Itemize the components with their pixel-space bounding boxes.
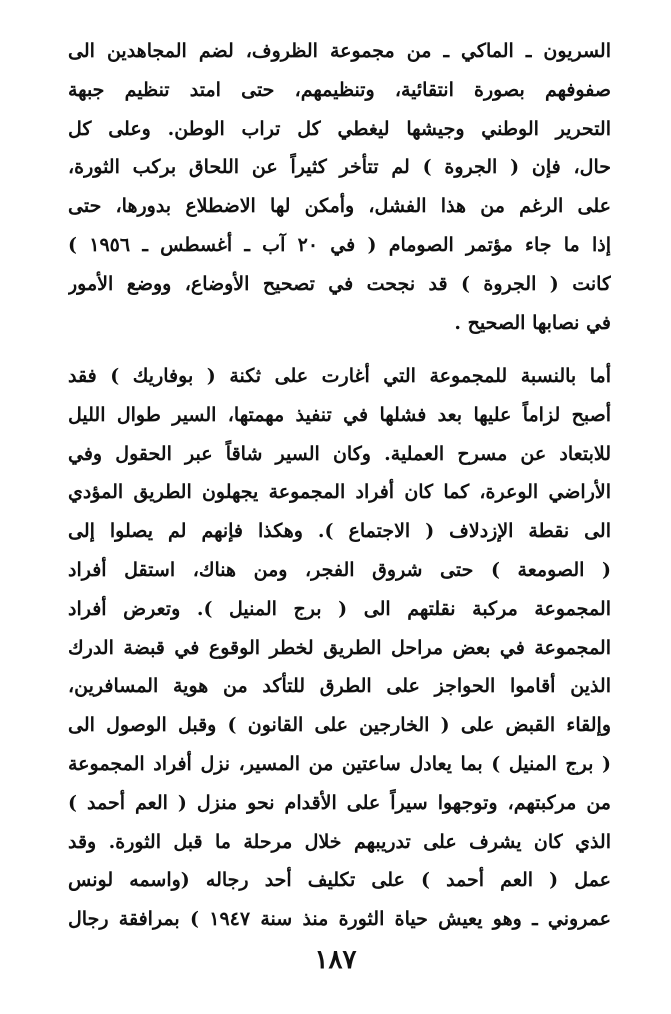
text-line: أصبح لزاماً عليها بعد فشلها في تنفيذ مهمتها، السير طوال الليل: [68, 403, 611, 426]
text-line: إذا ما جاء مؤتمر الصومام ( في ٢٠ آب ـ أغسطس ـ ١٩٥٦ ): [68, 233, 611, 256]
text-line: كانت ( الجروة ) قد نجحت في تصحيح الأوضاع، ووضع الأمور: [68, 272, 611, 295]
text-line: الأراضي الوعرة، كما كان أفراد المجموعة يجهلون الطريق المؤدي: [68, 481, 611, 504]
text-line: الذي كان يشرف على تدريبهم خلال مرحلة ما قبل الثورة. وقد: [68, 830, 611, 853]
text-line: أما بالنسبة للمجموعة التي أغارت على ثكنة ( بوفاريك ) فقد: [68, 365, 611, 387]
text-line: الى نقطة الإزدلاف ( الاجتماع ). وهكذا فإنهم لم يصلوا إلى: [68, 520, 611, 543]
text-line: عمل ( العم أحمد ) على تكليف أحد رجاله (واسمه لونس: [68, 869, 611, 892]
text-line: للابتعاد عن مسرح العملية. وكان السير شاقاً عبر الحقول وفي: [68, 442, 611, 465]
text-line: وإلقاء القبض على ( الخارجين على القانون ) وقبل الوصول الى: [68, 714, 611, 737]
text-line: من مركبتهم، وتوجهوا سيراً على الأقدام نحو منزل ( العم أحمد ): [68, 791, 611, 814]
text-line: في نصابها الصحيح .: [454, 311, 611, 334]
text-line: الذين أقاموا الحواجز على الطرق للتأكد من هوية المسافرين،: [68, 675, 611, 698]
text-line: السريون ـ الماكي ـ من مجموعة الظروف، لضم المجاهدين الى: [68, 40, 611, 62]
paragraph-2: [68, 357, 611, 939]
text-line: على الرغم من هذا الفشل، وأمكن لها الاضطلاع بدورها، حتى: [68, 195, 611, 218]
paragraph-1: [68, 32, 611, 342]
text-line: التحرير الوطني وجيشها ليغطي كل تراب الوطن. وعلى كل: [68, 117, 611, 140]
text-line: المجموعة في بعض مراحل الطريق لخطر الوقوع في قبضة الدرك: [68, 636, 611, 659]
text-line: عمروني ـ وهو يعيش حياة الثورة منذ سنة ١٩٤٧ ) بمرافقة رجال: [68, 908, 611, 931]
text-line: ( برج المنيل ) بما يعادل ساعتين من المسير، نزل أفراد المجموعة: [68, 752, 611, 775]
page-number: ١٨٧: [314, 945, 357, 975]
text-line: ( الصومعة ) حتى شروق الفجر، ومن هناك، استقل أفراد: [68, 558, 611, 581]
text-line: صفوفهم بصورة انتقائية، وتنظيمهم، حتى امتد تنظيم جبهة: [68, 78, 611, 101]
text-line: المجموعة مركبة نقلتهم الى ( برج المنيل ). وتعرض أفراد: [68, 597, 611, 620]
text-line: حال، فإن ( الجروة ) لم تتأخر كثيراً عن اللحاق بركب الثورة،: [68, 156, 611, 179]
